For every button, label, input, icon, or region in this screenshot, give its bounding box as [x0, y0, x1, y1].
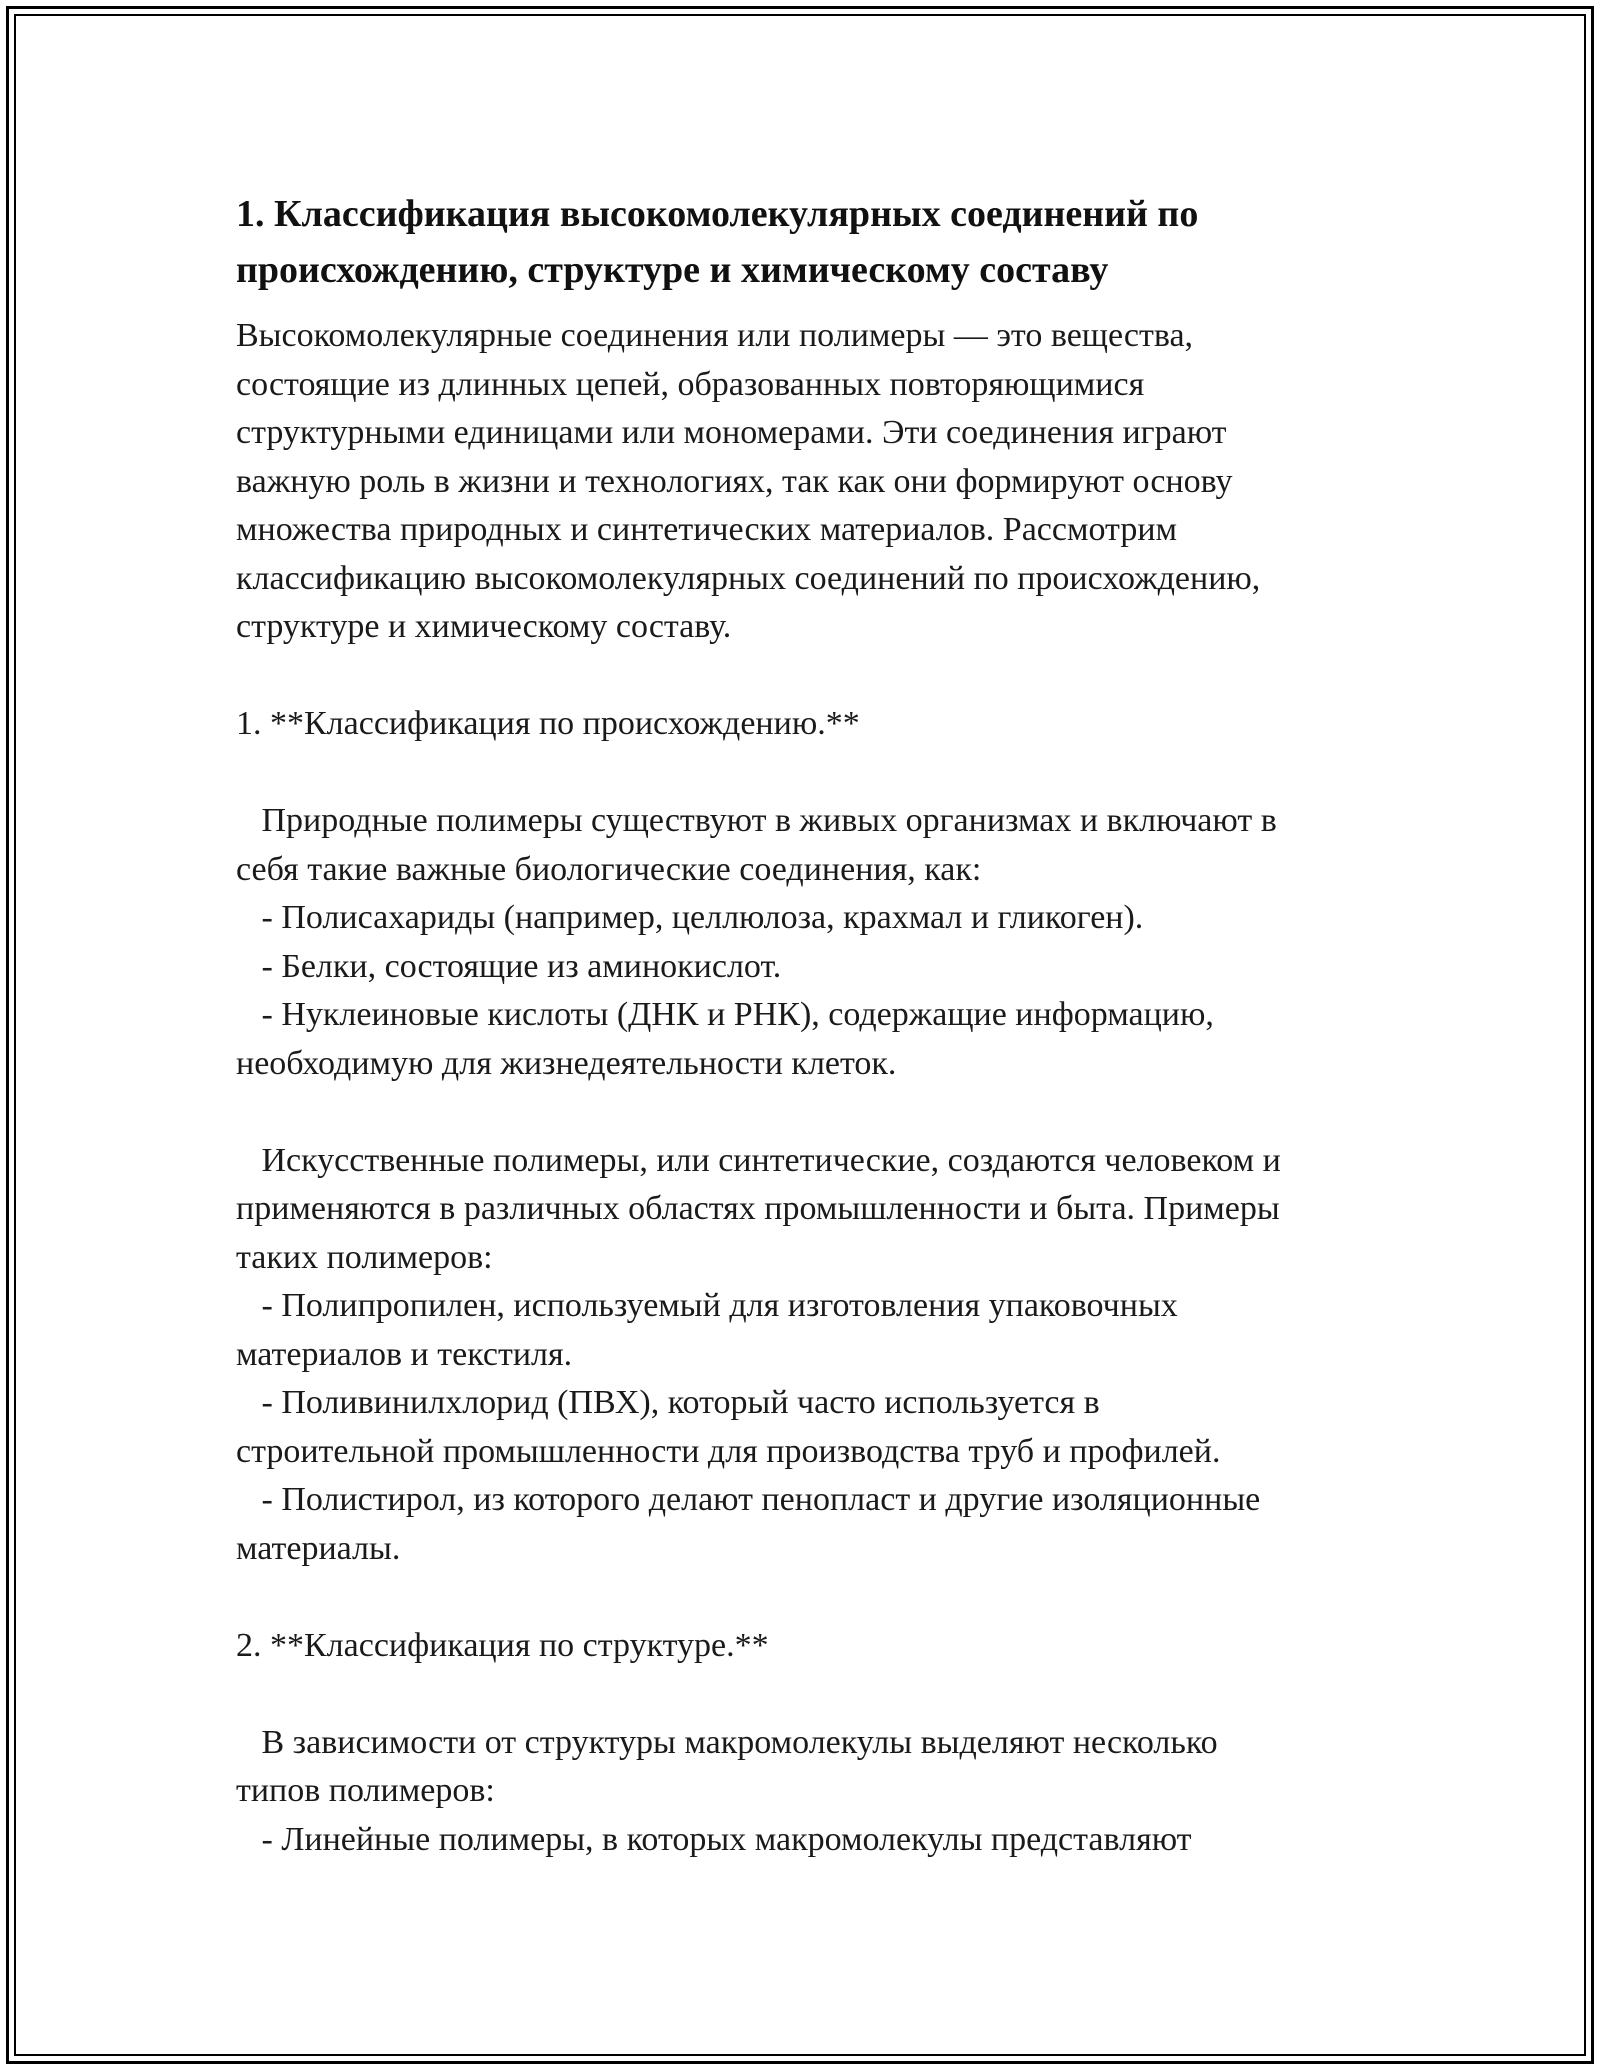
- text-line: важную роль в жизни и технологиях, так как они формируют основу: [236, 462, 1233, 500]
- document-text: [236, 312, 1386, 1864]
- blank-line: [236, 1670, 1386, 1719]
- text-line: - Полипропилен, используемый для изготовления упаковочных: [236, 1287, 1178, 1324]
- document-title: 1. Классификация высокомолекулярных соединений по происхождению, структуре и химическому составу: [236, 193, 1199, 291]
- text-line: множества природных и синтетических материалов. Рассмотрим: [236, 511, 1178, 548]
- blank-line: [236, 1573, 1386, 1622]
- text-line: 1. **Классификация по происхождению.**: [236, 705, 860, 742]
- text-line: состоящие из длинных цепей, образованных повторяющимися: [236, 365, 1145, 403]
- text-line: необходимую для жизнедеятельности клеток.: [236, 1044, 897, 1082]
- text-line: - Поливинилхлорид (ПВХ), который часто используется в: [236, 1384, 1100, 1421]
- text-line: Высокомолекулярные соединения или полимеры — это вещества,: [236, 317, 1194, 354]
- text-line: материалов и текстиля.: [236, 1335, 573, 1373]
- text-line: Искусственные полимеры, или синтетические, создаются человеком и: [236, 1141, 1281, 1179]
- text-line: применяются в различных областях промышленности и быта. Примеры: [236, 1190, 1280, 1227]
- text-line: строительной промышленности для производства труб и профилей.: [236, 1432, 1221, 1470]
- text-line: - Полистирол, из которого делают пенопласт и другие изоляционные: [236, 1481, 1261, 1518]
- document-body: [236, 186, 1386, 1864]
- text-line: классификацию высокомолекулярных соединений по происхождению,: [236, 559, 1261, 597]
- blank-line: [236, 749, 1386, 798]
- text-line: себя такие важные биологические соединения, как:: [236, 850, 982, 888]
- text-line: таких полимеров:: [236, 1238, 493, 1276]
- text-line: Природные полимеры существуют в живых организмах и включают в: [236, 802, 1277, 839]
- text-line: типов полимеров:: [236, 1772, 495, 1809]
- blank-line: [236, 652, 1386, 701]
- text-line: структуре и химическому составу.: [236, 608, 732, 645]
- text-line: материалы.: [236, 1529, 401, 1567]
- blank-line: [236, 1088, 1386, 1137]
- text-line: - Белки, состоящие из аминокислот.: [236, 947, 782, 985]
- text-line: - Полисахариды (например, целлюлоза, крахмал и гликоген).: [236, 899, 1144, 936]
- text-line: 2. **Классификация по структуре.**: [236, 1626, 769, 1664]
- text-line: В зависимости от структуры макромолекулы выделяют несколько: [236, 1723, 1218, 1761]
- text-line: структурными единицами или мономерами. Эти соединения играют: [236, 414, 1227, 451]
- text-line: - Линейные полимеры, в которых макромолекулы представляют: [236, 1820, 1192, 1858]
- text-line: - Нуклеиновые кислоты (ДНК и РНК), содержащие информацию,: [236, 996, 1214, 1033]
